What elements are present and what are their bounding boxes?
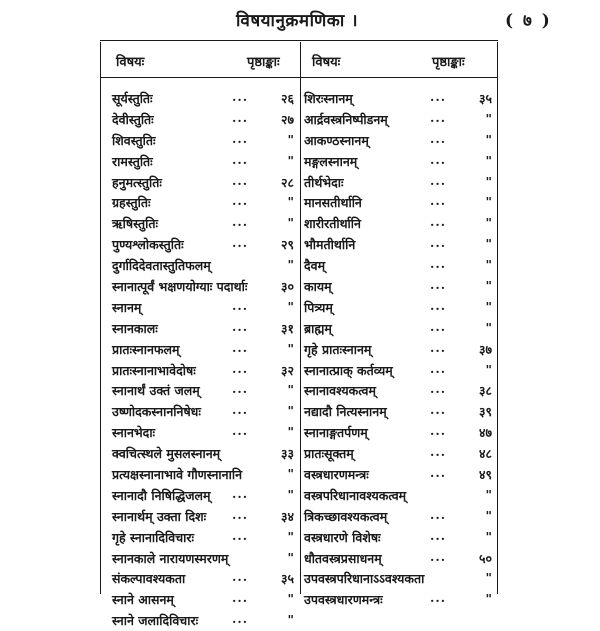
entry-leader-dots: ... (232, 402, 249, 418)
entry-leader-dots: ... (232, 527, 249, 543)
entry-leader-dots: ... (430, 172, 447, 188)
entry-title: नद्यादौ नित्यस्नानम् (304, 404, 387, 420)
entry-title: स्नानावश्यकत्वम् (304, 383, 376, 399)
left-index-column (112, 88, 296, 631)
entry-title: मङ्गलस्नानम् (304, 153, 358, 169)
entry-page-number: ४९ (478, 467, 492, 483)
entry-title: रामस्तुतिः (112, 153, 153, 169)
index-entry (112, 380, 296, 401)
entry-page-number: २७ (280, 111, 294, 127)
entry-page-number: " (287, 215, 294, 231)
entry-title: प्रत्यक्षस्नानाभावे गौणस्नानानि (112, 467, 243, 483)
entry-page-number: " (287, 382, 294, 398)
index-entry (112, 172, 296, 193)
entry-page-number: " (485, 528, 492, 544)
entry-title: ग्रहस्तुतिः (112, 195, 151, 211)
column-divider (300, 42, 301, 594)
entry-page-number: " (287, 152, 294, 168)
index-entry (112, 88, 296, 109)
entry-title: वस्त्रधारणमन्त्रः (304, 467, 369, 483)
index-entry (304, 339, 492, 360)
index-entry (112, 422, 296, 443)
entry-page-number: ५० (478, 550, 492, 566)
index-entry (304, 527, 492, 548)
index-entry (304, 464, 492, 485)
entry-page-number: ४८ (478, 446, 492, 462)
entry-page-number: " (485, 278, 492, 294)
entry-leader-dots: ... (430, 109, 447, 125)
entry-leader-dots: ... (430, 360, 447, 376)
index-entry (304, 130, 492, 151)
index-entry (304, 401, 492, 422)
entry-title: त्रिकच्छावश्यकत्वम् (304, 508, 388, 524)
index-entry (304, 380, 492, 401)
entry-title: उष्णोदकस्नाननिषेधः (112, 404, 201, 420)
entry-leader-dots: ... (430, 297, 447, 313)
entry-title: शिवस्तुतिः (112, 132, 156, 148)
entry-page-number: " (485, 591, 492, 607)
entry-page-number: " (485, 507, 492, 523)
entry-leader-dots: ... (232, 485, 249, 501)
index-entry (304, 568, 492, 589)
entry-page-number: ३४ (280, 508, 294, 524)
index-entry (112, 339, 296, 360)
index-entry (304, 151, 492, 172)
entry-page-number: " (287, 257, 294, 273)
entry-title: देवीस्तुतिः (112, 111, 154, 127)
entry-page-number: " (485, 298, 492, 314)
entry-page-number: " (485, 236, 492, 252)
entry-leader-dots: ... (232, 611, 249, 627)
right-subject-heading: विषयः (312, 55, 341, 70)
entry-leader-dots: ... (430, 590, 447, 606)
entry-page-number: " (287, 424, 294, 440)
entry-title: संकल्पावश्यकता (112, 571, 186, 587)
index-entry (304, 88, 492, 109)
table-border-right (497, 42, 498, 594)
entry-page-number: " (287, 591, 294, 607)
index-entry (112, 151, 296, 172)
index-entry (112, 443, 296, 464)
entry-page-number: " (287, 340, 294, 356)
entry-title: स्नाने जलादिविचारः (112, 613, 199, 629)
entry-title: स्नानात्पूर्वं भक्षणयोग्याः पदार्थाः (112, 279, 248, 295)
entry-leader-dots: ... (430, 256, 447, 272)
entry-page-number: ३७ (478, 341, 492, 357)
entry-title: स्नानकाले नारायणस्मरणम् (112, 550, 229, 566)
index-entry (304, 172, 492, 193)
entry-leader-dots: ... (232, 506, 249, 522)
entry-page-number: २६ (280, 91, 294, 106)
entry-title: वस्त्रधारणे विशेषः (304, 529, 381, 545)
entry-title: दुर्गादिदेवतास्तुतिफलम् (112, 258, 211, 274)
entry-title: वस्त्रपरिधानावश्यकत्वम् (304, 487, 407, 503)
index-entry (112, 464, 296, 485)
entry-leader-dots: ... (232, 172, 249, 188)
entry-page-number: " (287, 403, 294, 419)
entry-page-number: " (287, 194, 294, 210)
entry-page-number: ३५ (280, 571, 294, 587)
entry-title: सूर्यस्तुतिः (112, 91, 153, 106)
index-entry (112, 213, 296, 234)
entry-title: भौमतीर्थानि (304, 237, 356, 253)
entry-page-number: २८ (280, 174, 294, 190)
entry-title: गृहे स्नानादिविचारः (112, 529, 195, 545)
entry-title: प्रातःस्नानाभावेदोषः (112, 362, 196, 378)
index-entry (112, 297, 296, 318)
entry-title: ब्राह्मम् (304, 320, 332, 336)
entry-leader-dots: ... (232, 339, 249, 355)
entry-title: शिरःस्नानम् (304, 91, 353, 106)
entry-title: आर्द्रवस्त्रनिष्पीडनम् (304, 111, 388, 127)
index-entry (112, 109, 296, 130)
column-header-rule (100, 77, 498, 78)
entry-leader-dots: ... (232, 109, 249, 125)
index-entry (112, 255, 296, 276)
entry-page-number: " (485, 486, 492, 502)
index-entry (304, 443, 492, 464)
entry-leader-dots: ... (430, 444, 447, 460)
entry-page-number: " (287, 131, 294, 147)
entry-leader-dots: ... (430, 214, 447, 230)
entry-title: ऋषिस्तुतिः (112, 216, 159, 232)
entry-leader-dots: ... (232, 318, 249, 334)
entry-title: गृहे प्रातःस्नानम् (304, 341, 372, 357)
entry-title: आकण्ठस्नानम् (304, 132, 369, 148)
entry-page-number: " (485, 319, 492, 335)
index-entry (112, 234, 296, 255)
index-entry (112, 548, 296, 569)
right-page-heading: पृष्ठाङ्काः (432, 55, 465, 70)
entry-leader-dots: ... (430, 151, 447, 167)
entry-title: मानसतीर्थानि (304, 195, 362, 211)
entry-title: पुण्यश्लोकस्तुतिः (112, 237, 184, 253)
entry-page-number: ३२ (280, 362, 294, 378)
entry-page-number: ४७ (478, 425, 492, 441)
entry-leader-dots: ... (430, 339, 447, 355)
entry-page-number: ३१ (280, 320, 294, 336)
header-rule (100, 40, 498, 41)
entry-leader-dots: ... (430, 89, 447, 104)
entry-title: उपवस्त्रधारणमन्त्रः (304, 592, 383, 608)
index-entry (304, 422, 492, 443)
entry-page-number: " (485, 152, 492, 168)
index-entry (304, 506, 492, 527)
entry-leader-dots: ... (430, 193, 447, 209)
index-entry (304, 276, 492, 297)
index-entry (112, 527, 296, 548)
entry-leader-dots: ... (232, 590, 249, 606)
left-page-heading: पृष्ठाङ्काः (247, 55, 280, 70)
entry-title: कायम् (304, 279, 332, 295)
entry-title: पित्र्यम् (304, 299, 333, 315)
entry-leader-dots: ... (430, 235, 447, 251)
entry-leader-dots: ... (430, 318, 447, 334)
entry-leader-dots: ... (232, 360, 249, 376)
entry-leader-dots: ... (232, 423, 249, 439)
entry-title: हनुमत्स्तुतिः (112, 174, 162, 190)
entry-title: स्नानकालः (112, 320, 158, 336)
entry-title: स्नानार्थं उक्तं जलम् (112, 383, 200, 399)
entry-title: स्नाने आसनम् (112, 592, 174, 608)
index-entry (112, 360, 296, 381)
index-entry (304, 255, 492, 276)
entry-leader-dots: ... (430, 130, 447, 146)
entry-page-number: " (485, 361, 492, 377)
entry-page-number: ३५ (478, 91, 492, 106)
entry-page-number: " (287, 528, 294, 544)
entry-page-number: " (485, 131, 492, 147)
entry-title: स्नानादौ निषिद्धिजलम् (112, 487, 211, 503)
entry-page-number: ३८ (478, 383, 492, 399)
entry-page-number: " (485, 257, 492, 273)
entry-leader-dots: ... (232, 235, 249, 251)
entry-title: प्रातःसूक्तम् (304, 446, 354, 462)
index-entry (112, 276, 296, 297)
entry-page-number: " (485, 110, 492, 126)
entry-leader-dots: ... (232, 297, 249, 313)
entry-page-number: " (287, 486, 294, 502)
index-entry (304, 485, 492, 506)
entry-page-number: " (485, 194, 492, 210)
index-entry (112, 318, 296, 339)
entry-leader-dots: ... (430, 465, 447, 481)
index-entry (304, 109, 492, 130)
index-entry (112, 610, 296, 631)
entry-title: स्नानार्थम् उक्ता दिशः (112, 508, 207, 524)
entry-leader-dots: ... (430, 381, 447, 397)
entry-leader-dots: ... (232, 193, 249, 209)
entry-title: स्नानम् (112, 299, 142, 315)
entry-page-number: २९ (280, 237, 294, 253)
entry-page-number: " (287, 466, 294, 482)
entry-page-number: " (485, 570, 492, 586)
entry-leader-dots: ... (430, 506, 447, 522)
entry-page-number: ३९ (478, 404, 492, 420)
entry-leader-dots: ... (430, 423, 447, 439)
entry-page-number: ३३ (280, 446, 294, 462)
index-entry (304, 192, 492, 213)
entry-title: स्नानभेदाः (112, 425, 156, 441)
entry-title: क्वचित्स्थले मुसलस्नानम् (112, 446, 221, 462)
entry-title: शारीरतीर्थानि (304, 216, 361, 232)
entry-title: प्रातःस्नानफलम् (112, 341, 180, 357)
entry-leader-dots: ... (232, 151, 249, 167)
index-entry (304, 297, 492, 318)
entry-leader-dots: ... (430, 277, 447, 293)
entry-page-number: ३० (280, 279, 294, 295)
entry-title: दैवम् (304, 258, 326, 274)
entry-title: उपवस्त्रपरिधानाऽऽवश्यकता (304, 571, 425, 587)
index-entry (112, 192, 296, 213)
entry-page-number: " (485, 215, 492, 231)
entry-page-number: " (287, 612, 294, 628)
entry-title: धौतवस्त्रप्रसाधनम् (304, 550, 382, 566)
entry-leader-dots: ... (232, 89, 249, 104)
index-entry (112, 506, 296, 527)
index-entry (304, 318, 492, 339)
index-entry (304, 213, 492, 234)
page-title: विषयानुक्रमणिका । (236, 11, 359, 31)
entry-leader-dots: ... (232, 214, 249, 230)
entry-leader-dots: ... (232, 569, 249, 585)
entry-leader-dots: ... (430, 548, 447, 564)
table-border-left (100, 42, 101, 594)
index-entry (304, 234, 492, 255)
entry-leader-dots: ... (232, 130, 249, 146)
entry-page-number: " (287, 298, 294, 314)
entry-page-number: " (485, 173, 492, 189)
right-index-column (304, 88, 492, 610)
index-entry (112, 130, 296, 151)
page-header (0, 6, 600, 36)
index-entry (112, 485, 296, 506)
index-entry (112, 568, 296, 589)
index-entry (304, 360, 492, 381)
page-number: ( ७ ) (505, 11, 552, 31)
entry-leader-dots: ... (430, 402, 447, 418)
entry-title: तीर्थभेदाः (304, 174, 344, 190)
entry-title: स्नानात्प्राक् कर्तव्यम् (304, 362, 393, 378)
entry-leader-dots: ... (430, 527, 447, 543)
index-entry (304, 548, 492, 569)
entry-title: स्नानाङ्गतर्पणम् (304, 425, 368, 441)
index-entry (112, 401, 296, 422)
left-subject-heading: विषयः (116, 55, 145, 70)
entry-page-number: " (287, 549, 294, 565)
entry-leader-dots: ... (232, 381, 249, 397)
